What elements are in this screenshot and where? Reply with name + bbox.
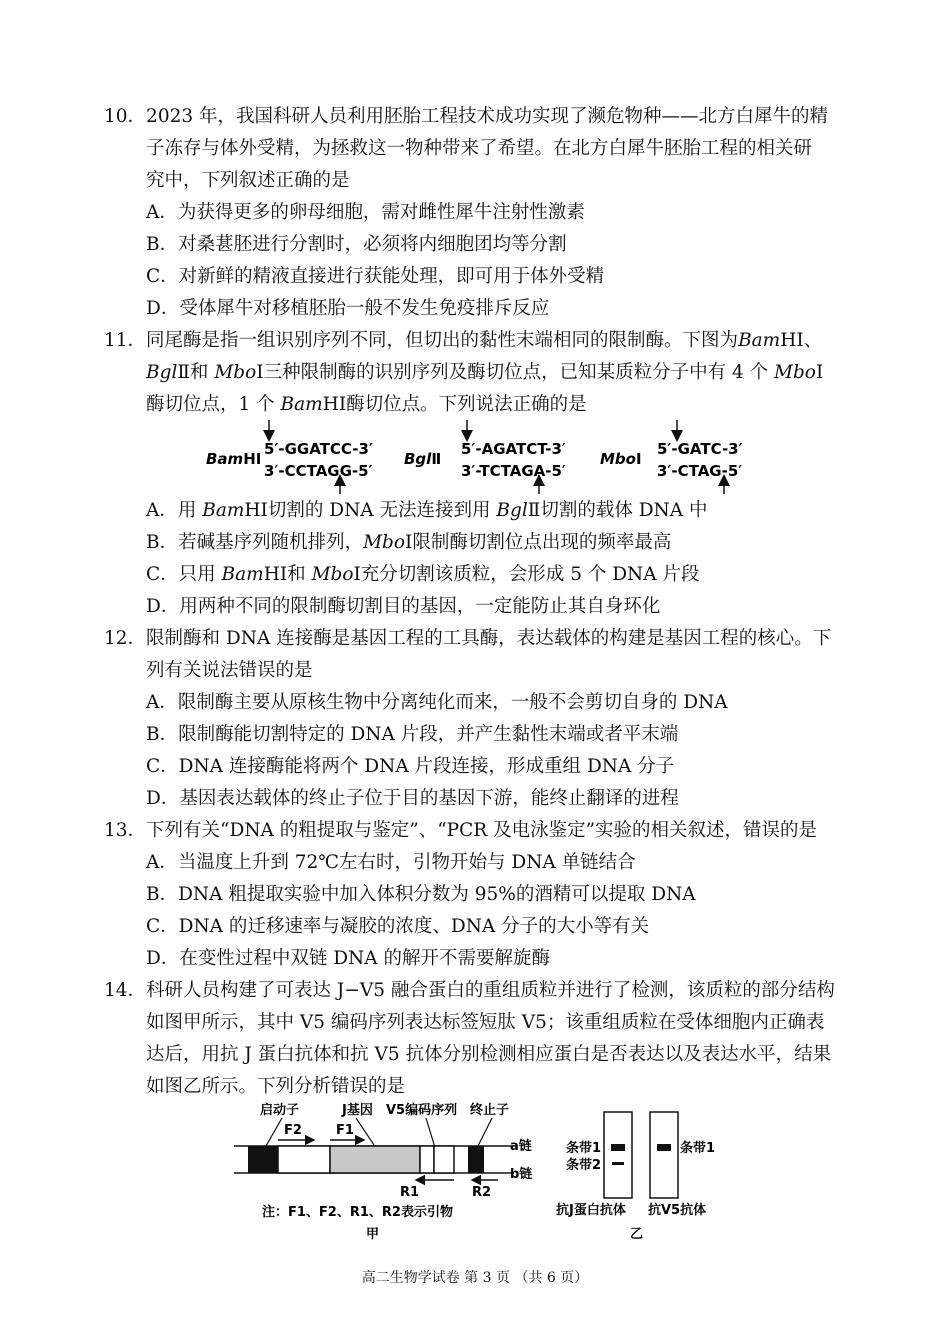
anti-v5-label: 抗V5抗体 [648,1203,707,1218]
q14-stem-1: 科研人员构建了可表达 J−V5 融合蛋白的重组质粒并进行了检测，该质粒的部分结构 [146,980,835,1001]
hi-text: HⅠ [780,330,804,351]
v5-block [434,1146,454,1173]
q13-option-d: D．在变性过程中双链 DNA 的解开不需要解旋酶 [146,948,550,969]
terminator-pointer [478,1118,492,1146]
q10-option-a: A．为获得更多的卵母细胞，需对雌性犀牛注射性激素 [146,202,585,223]
q11-l2-a: Ⅱ和 [177,362,215,383]
q10-text-line-2: 子冻存与体外受精，为拯救这一物种带来了希望。在北方白犀牛胚胎工程的相关研 [146,138,813,159]
q11-l3-b: 酶切位点。下列说法正确的是 [346,394,587,415]
q12-text-line-1 [104,626,831,652]
band-2-anti-j [612,1162,624,1165]
band-1-label-left: 条带1 [566,1141,602,1156]
q11-c-2: 和 [287,564,312,585]
bam-text-2: Bam [280,394,323,415]
anti-j-label: 抗J蛋白抗体 [556,1203,626,1218]
q11-l3-a: 酶切位点，1 个 [146,394,281,415]
band-1-anti-v5 [657,1144,671,1151]
q11-a-bam: Bam [202,500,245,521]
q11-c-hi: HⅠ [263,564,288,585]
q10-text-line-3: 究中，下列叙述正确的是 [146,170,350,191]
terminator-label: 终止子 [470,1103,510,1118]
q11-c-mbo: Mbo [311,564,354,585]
enzyme-2-top-strand: 5′-AGATCT-3′ [461,440,566,458]
enzyme-1-name: BamHⅠ [206,450,262,468]
enzyme-3-top-strand: 5′-GATC-3′ [657,440,743,458]
q11-l2-c: Ⅰ [815,362,824,383]
q13-stem-1: 下列有关“DNA 的粗提取与鉴定”、“PCR 及电泳鉴定”实验的相关叙述，错误的是 [146,820,818,841]
primer-f1-label: F1 [336,1123,354,1138]
q11-b-1: B．若碱基序列随机排列， [146,532,364,553]
q12-option-b: B．限制酶能切割特定的 DNA 片段，并产生黏性末端或者平末端 [146,724,679,745]
enzyme-1-bottom-strand: 3′-CCTAGG-5′ [264,462,373,480]
mbo-text: Mbo [214,362,257,383]
spacer-block [278,1146,330,1173]
q10-option-c: C．对新鲜的精液直接进行获能处理，即可用于体外受精 [146,266,605,287]
promoter-label: 启动子 [260,1103,300,1118]
q10-number: 10． [104,106,147,127]
restriction-enzyme-figure [200,418,760,496]
q13-text-line-1 [104,818,817,844]
q12-option-d: D．基因表达载体的终止子位于目的基因下游，能终止翻译的进程 [146,788,679,809]
q11-number: 11． [104,330,147,351]
q11-option-a [146,498,708,524]
q12-option-a: A．限制酶主要从原核生物中分离纯化而来，一般不会剪切自身的 DNA [146,692,728,713]
q13-option-b: B．DNA 粗提取实验中加入体积分数为 95%的酒精可以提取 DNA [146,884,696,905]
a-strand-label: a链 [510,1139,532,1154]
q11-a-bgl: Bgl [496,500,528,521]
q11-b-mbo: Mbo [363,532,406,553]
terminator-block [468,1146,484,1173]
figure-a-caption: 甲 [366,1227,380,1242]
b-strand-label: b链 [510,1167,533,1182]
q10-option-d: D．受体犀牛对移植胚胎一般不发生免疫排斥反应 [146,298,550,319]
q13-option-c: C．DNA 的迁移速率与凝胶的浓度、DNA 分子的大小等有关 [146,916,650,937]
q11-a-1: A．用 [146,500,203,521]
lane-anti-v5 [650,1112,678,1198]
hi-text-2: HⅠ [322,394,347,415]
q11-b-2: Ⅰ限制酶切割位点出现的频率最高 [405,532,672,553]
enzyme-2-name: BglⅡ [404,450,442,468]
jgene-block [330,1146,420,1173]
q10-text-line-1 [104,104,828,130]
promoter-pointer [266,1118,282,1146]
plasmid-structure-figure [230,1100,540,1246]
primer-r2-label: R2 [472,1185,492,1200]
q11-c-bam: Bam [221,564,264,585]
enzyme-3-name: MboⅠ [600,450,642,468]
q14-text-line-1 [104,978,835,1004]
q11-l2-b: Ⅰ三种限制酶的识别序列及酶切位点，已知某质粒分子中有 4 个 [256,362,774,383]
enzyme-2-bottom-strand: 3′-TCTAGA-5′ [461,462,566,480]
q14-text-line-4: 如图乙所示。下列分析错误的是 [146,1076,406,1097]
q12-option-c: C．DNA 连接酶能将两个 DNA 片段连接，形成重组 DNA 分子 [146,756,675,777]
primer-r1-label: R1 [400,1185,420,1200]
q11-stem-1: 同尾酶是指一组识别序列不同，但切出的黏性末端相同的限制酶。下图为 [146,330,739,351]
q13-number: 13． [104,820,147,841]
q11-text-line-2 [146,360,823,386]
enzyme-1-top-strand: 5′-GGATCC-3′ [264,440,373,458]
q12-stem-1: 限制酶和 DNA 连接酶是基因工程的工具酶，表达载体的构建是基因工程的核心。下 [146,628,832,649]
q10-option-b: B．对桑葚胚进行分割时，必须将内细胞团均等分割 [146,234,567,255]
band-1-label-right: 条带1 [680,1141,716,1156]
lane-anti-j [604,1112,632,1198]
figure-b-caption: 乙 [630,1227,644,1242]
q11-text-line-1: 11．同尾酶是指一组识别序列不同，但切出的黏性末端相同的限制酶。下图为BamHⅠ、 [104,330,823,351]
promoter-block [248,1146,278,1173]
band-2-label-left: 条带2 [566,1158,602,1173]
page-footer: 高二生物学试卷 第 3 页 （共 6 页） [361,1270,589,1286]
bgl-text: Bgl [146,362,178,383]
q14-text-line-3: 达后，用抗 J 蛋白抗体和抗 V5 抗体分别检测相应蛋白是否表达以及表达水平，结果 [146,1044,832,1065]
q14-number: 14． [104,980,147,1001]
mbo-text-2: Mbo [774,362,816,383]
western-blot-figure [550,1106,750,1246]
q13-option-a: A．当温度上升到 72℃左右时，引物开始与 DNA 单链结合 [146,852,636,873]
bam-text: Bam [738,330,781,351]
q11-a-3: 切割的载体 DNA 中 [540,500,708,521]
q10-stem-1: 2023 年，我国科研人员利用胚胎工程技术成功实现了濒危物种——北方白犀牛的精 [146,106,829,127]
q11-text-line-3 [146,392,587,418]
q11-option-c [146,562,699,588]
linker-block [420,1146,434,1173]
q14-text-line-2: 如图甲所示，其中 V5 编码序列表达标签短肽 V5；该重组质粒在受体细胞内正确表 [146,1012,825,1033]
primer-f2-label: F2 [284,1123,302,1138]
figure-a-note: 注：F1、F2、R1、R2表示引物 [262,1205,453,1220]
q11-c-3: Ⅰ充分切割该质粒，会形成 5 个 DNA 片段 [353,564,700,585]
q12-number: 12． [104,628,147,649]
jgene-label: J基因 [342,1103,373,1118]
enzyme-3-bottom-strand: 3′-CTAG-5′ [657,462,743,480]
q12-text-line-2: 列有关说法错误的是 [146,660,313,681]
q11-option-d: D．用两种不同的限制酶切割目的基因，一定能防止其自身环化 [146,596,661,617]
q11-c-1: C．只用 [146,564,222,585]
v5-sequence-label: V5编码序列 [386,1103,458,1118]
q11-a-hi: HⅠ [244,500,268,521]
band-1-anti-j [611,1144,625,1151]
q11-a-ii: Ⅱ [527,500,541,521]
q11-option-b [146,530,671,556]
q11-a-2: 切割的 DNA 无法连接到用 [267,500,497,521]
